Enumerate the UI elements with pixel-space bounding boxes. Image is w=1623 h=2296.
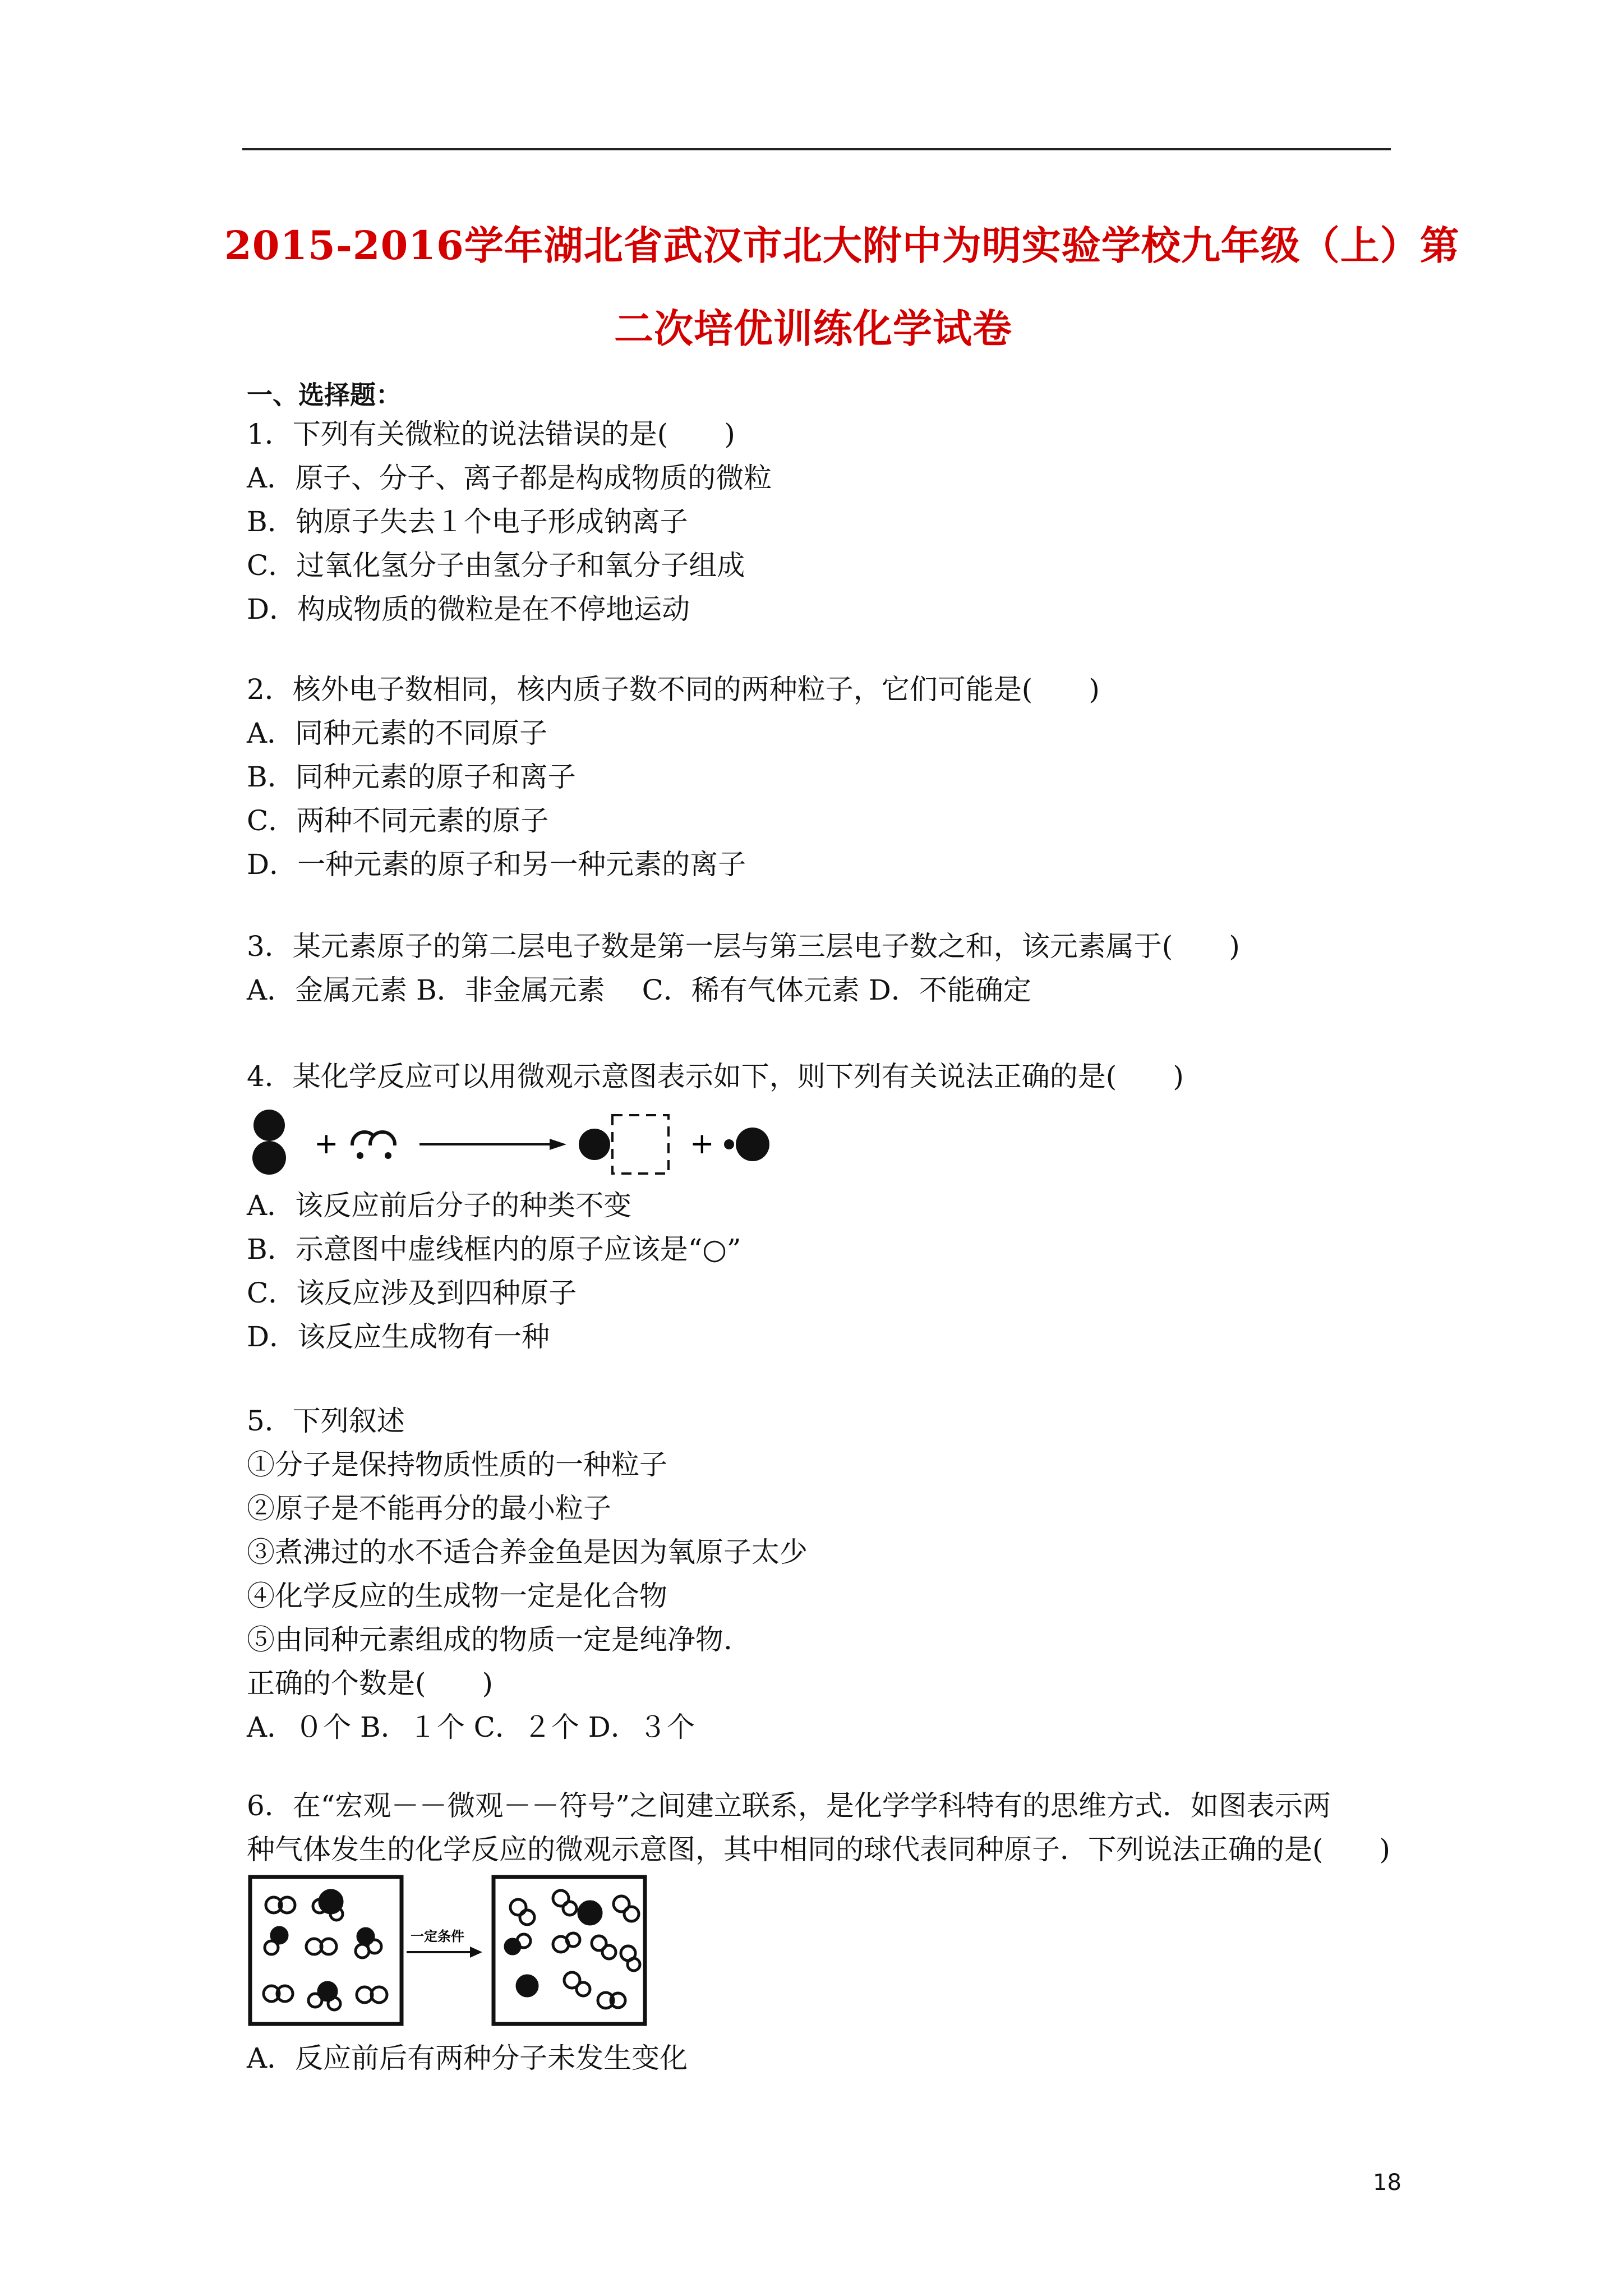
top-rule xyxy=(242,148,1391,150)
question-stem-line-2: 种气体发生的化学反应的微观示意图，其中相同的球代表同种原子．下列说法正确的是( ) xyxy=(247,1833,1391,1866)
question-1 xyxy=(247,412,1413,631)
option-b: B．同种元素的原子和离子 xyxy=(247,761,576,793)
question-stem: 1．下列有关微粒的说法错误的是( ) xyxy=(247,418,735,450)
options-row: A．金属元素 B．非金属元素 C．稀有气体元素 D．不能确定 xyxy=(247,974,1031,1006)
option-a: A．反应前后有两种分子未发生变化 xyxy=(247,2042,688,2074)
question-6 xyxy=(247,1784,1413,1871)
question-4 xyxy=(247,1055,1413,1098)
question-stem: 3．某元素原子的第二层电子数是第一层与第三层电子数之和，该元素属于( ) xyxy=(247,930,1240,963)
option-c: C．过氧化氢分子由氢分子和氧分子组成 xyxy=(247,549,745,582)
option-d: D．构成物质的微粒是在不停地运动 xyxy=(247,593,690,625)
dashed-box xyxy=(612,1115,668,1174)
plus-sign: + xyxy=(314,1127,339,1161)
arrow-condition-label: 一定条件 xyxy=(411,1929,464,1944)
reaction-diagram-q6 xyxy=(247,1874,662,2031)
statement-3: ③煮沸过的水不适合养金鱼是因为氧原子太少 xyxy=(247,1536,808,1568)
exam-title-line-2: 二次培优训练化学试卷 xyxy=(614,305,1012,352)
question-3 xyxy=(247,924,1413,1012)
dark-atom-icon xyxy=(253,1110,285,1141)
statement-1: ①分子是保持物质性质的一种粒子 xyxy=(247,1448,667,1481)
question-2 xyxy=(247,668,1413,886)
option-c: C．该反应涉及到四种原子 xyxy=(247,1277,577,1309)
dark-atom-icon xyxy=(252,1141,286,1175)
statement-5: ⑤由同种元素组成的物质一定是纯净物. xyxy=(247,1623,732,1656)
option-b: B．示意图中虚线框内的原子应该是“○” xyxy=(247,1233,741,1266)
exam-title-line-1: 2015-2016学年湖北省武汉市北大附中为明实验学校九年级（上）第 xyxy=(224,222,1460,269)
question-4-options xyxy=(247,1184,1413,1359)
plus-sign: + xyxy=(690,1127,714,1161)
question-stem: 2．核外电子数相同，核内质子数不同的两种粒子，它们可能是( ) xyxy=(247,673,1100,706)
option-b: B．钠原子失去１个电子形成钠离子 xyxy=(247,505,688,538)
question-stem-line-1: 6．在“宏观－－微观－－符号”之间建立联系，是化学学科特有的思维方式．如图表示两 xyxy=(247,1789,1331,1822)
question-stem: 4．某化学反应可以用微观示意图表示如下，则下列有关说法正确的是( ) xyxy=(247,1060,1184,1093)
page-number: 18 xyxy=(1373,2170,1401,2196)
option-c: C．两种不同元素的原子 xyxy=(247,804,549,837)
statement-2: ②原子是不能再分的最小粒子 xyxy=(247,1492,611,1525)
white-molecule-icon xyxy=(348,1132,398,1159)
reaction-diagram-q4 xyxy=(241,1099,802,1184)
option-d: D．该反应生成物有一种 xyxy=(247,1320,550,1353)
option-a: A．同种元素的不同原子 xyxy=(247,717,548,749)
option-a: A．原子、分子、离子都是构成物质的微粒 xyxy=(247,462,772,494)
option-a: A．该反应前后分子的种类不变 xyxy=(247,1189,632,1222)
question-prompt: 正确的个数是( ) xyxy=(247,1667,494,1700)
question-stem: 5．下列叙述 xyxy=(247,1405,405,1437)
arrow-icon xyxy=(407,1947,482,1958)
section-heading: 一、选择题： xyxy=(247,380,402,410)
arrow-icon xyxy=(419,1139,566,1150)
option-d: D．一种元素的原子和另一种元素的离子 xyxy=(247,848,746,881)
dark-atom-icon xyxy=(736,1128,769,1161)
statement-4: ④化学反应的生成物一定是化合物 xyxy=(247,1580,667,1612)
question-6-options xyxy=(247,2036,1413,2080)
small-atom-icon xyxy=(724,1139,734,1149)
question-5 xyxy=(247,1399,1413,1749)
options-row: A．０个 B．１个 C．２个 D．３个 xyxy=(247,1711,695,1743)
